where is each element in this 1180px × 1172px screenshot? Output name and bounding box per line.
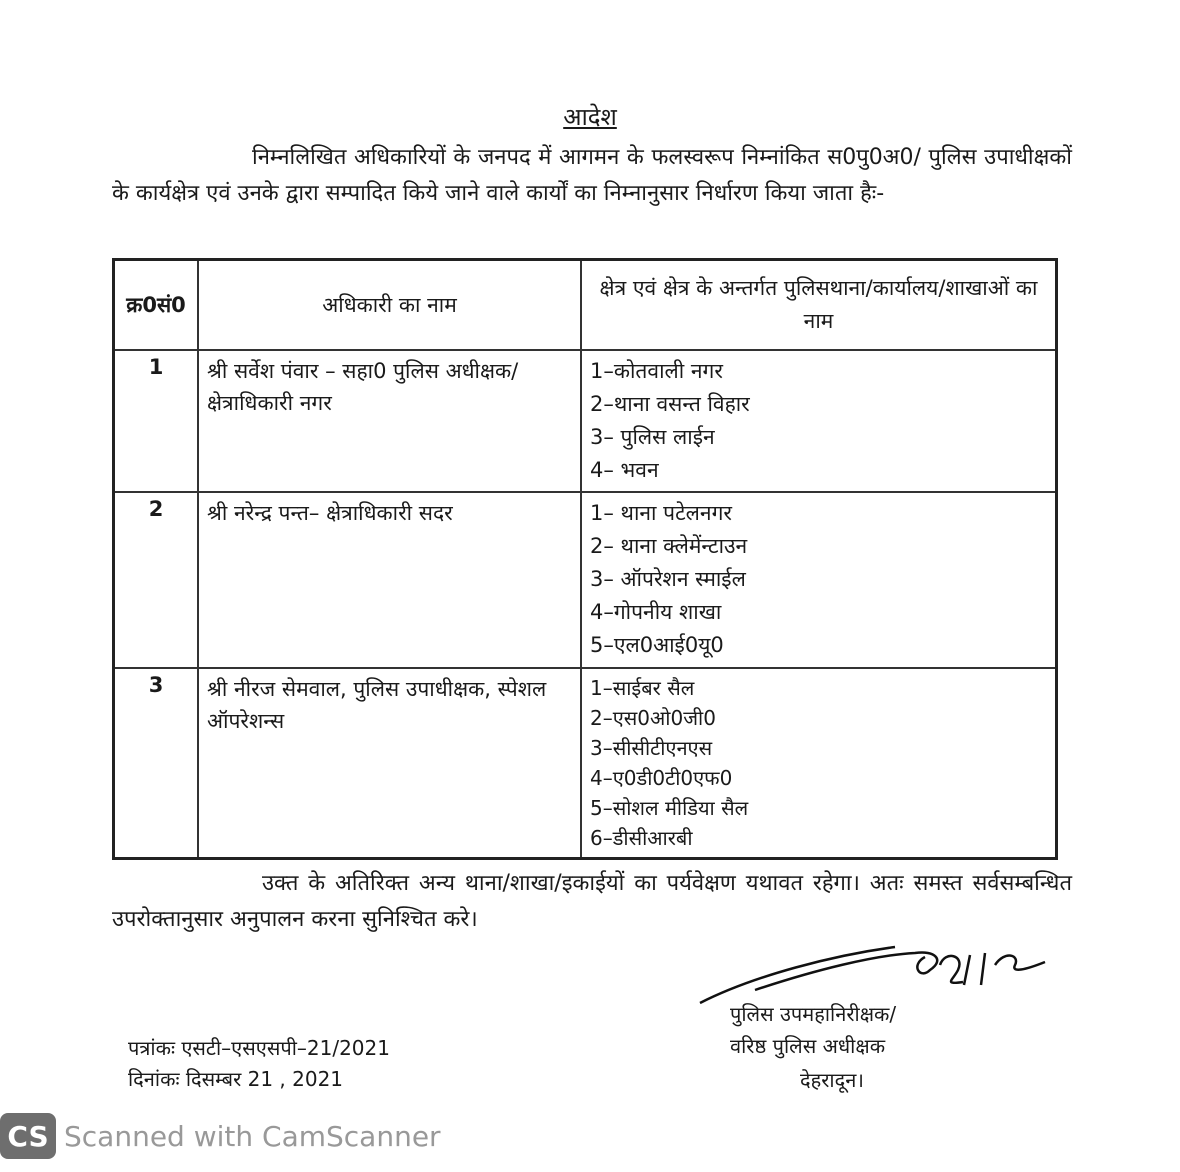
camscanner-watermark xyxy=(0,1108,441,1164)
area-item: 1– थाना पटेलनगर xyxy=(590,501,732,525)
table-row xyxy=(114,492,1057,668)
designation-1: पुलिस उपमहानिरीक्षक/ xyxy=(730,1002,897,1026)
table-row xyxy=(114,350,1057,492)
areas-cell xyxy=(581,350,1057,492)
intro-paragraph: निम्नलिखित अधिकारियों के जनपद में आगमन के फलस्वरूप निम्नांकित स0पु0अ0/ पुलिस उपाधीक्षकों के कार्यक्षेत्र एवं उनके द्वारा सम्पादित किये जाने वाले कार्यों का निम्नानुसार निर्धारण किया जाता हैः- xyxy=(112,145,1072,206)
serial-cell: 1 xyxy=(114,350,199,492)
area-item: 3–सीसीटीएनएस xyxy=(590,736,713,760)
serial-cell: 2 xyxy=(114,492,199,668)
header-serial: क्र0सं0 xyxy=(114,260,199,351)
areas-cell xyxy=(581,668,1057,859)
header-areas: क्षेत्र एवं क्षेत्र के अन्तर्गत पुलिसथाना/कार्यालय/शाखाओं का नाम xyxy=(581,260,1057,351)
officer-cell: श्री नरेन्द्र पन्त– क्षेत्राधिकारी सदर xyxy=(198,492,581,668)
area-item: 2–एस0ओ0जी0 xyxy=(590,706,716,730)
officer-cell: श्री सर्वेश पंवार – सहा0 पुलिस अधीक्षक/क्षेत्राधिकारी नगर xyxy=(198,350,581,492)
area-item: 2– थाना क्लेमेंन्टाउन xyxy=(590,534,748,558)
designation-2: वरिष्ठ पुलिस अधीक्षक xyxy=(730,1034,886,1058)
table-row xyxy=(114,668,1057,859)
letter-number: पत्रांकः एसटी–एसएसपी–21/2021 xyxy=(128,1036,390,1060)
area-item: 3– पुलिस लाईन xyxy=(590,425,715,449)
area-item: 4–गोपनीय शाखा xyxy=(590,600,722,624)
assignment-table xyxy=(112,258,1058,860)
letter-date: दिनांकः दिसम्बर 21 , 2021 xyxy=(128,1067,344,1091)
area-item: 6–डीसीआरबी xyxy=(590,826,693,850)
area-item: 1–कोतवाली नगर xyxy=(590,359,723,383)
area-item: 1–साईबर सैल xyxy=(590,676,695,700)
watermark-text: Scanned with CamScanner xyxy=(64,1119,441,1153)
officer-cell: श्री नीरज सेमवाल, पुलिस उपाधीक्षक, स्पेशल ऑपरेशन्स xyxy=(198,668,581,859)
closing-paragraph: उक्त के अतिरिक्त अन्य थाना/शाखा/इकाईयों का पर्यवेक्षण यथावत रहेगा। अतः समस्त सर्वसम्बन्धित उपरोक्तानुसार अनुपालन करना सुनिश्चित करे। xyxy=(112,871,1072,932)
header-officer: अधिकारी का नाम xyxy=(198,260,581,351)
serial-cell: 3 xyxy=(114,668,199,859)
area-item: 4–ए0डी0टी0एफ0 xyxy=(590,766,733,790)
table-header-row xyxy=(114,260,1057,351)
area-item: 2–थाना वसन्त विहार xyxy=(590,392,750,416)
areas-cell xyxy=(581,492,1057,668)
camscanner-logo-icon: CS xyxy=(0,1113,56,1159)
place: देहरादून। xyxy=(800,1068,864,1092)
area-item: 5–सोशल मीडिया सैल xyxy=(590,796,749,820)
area-item: 5–एल0आई0यू0 xyxy=(590,633,724,657)
area-item: 4– भवन xyxy=(590,458,659,482)
document-heading: आदेश xyxy=(563,103,617,131)
area-item: 3– ऑपरेशन स्माईल xyxy=(590,567,746,591)
